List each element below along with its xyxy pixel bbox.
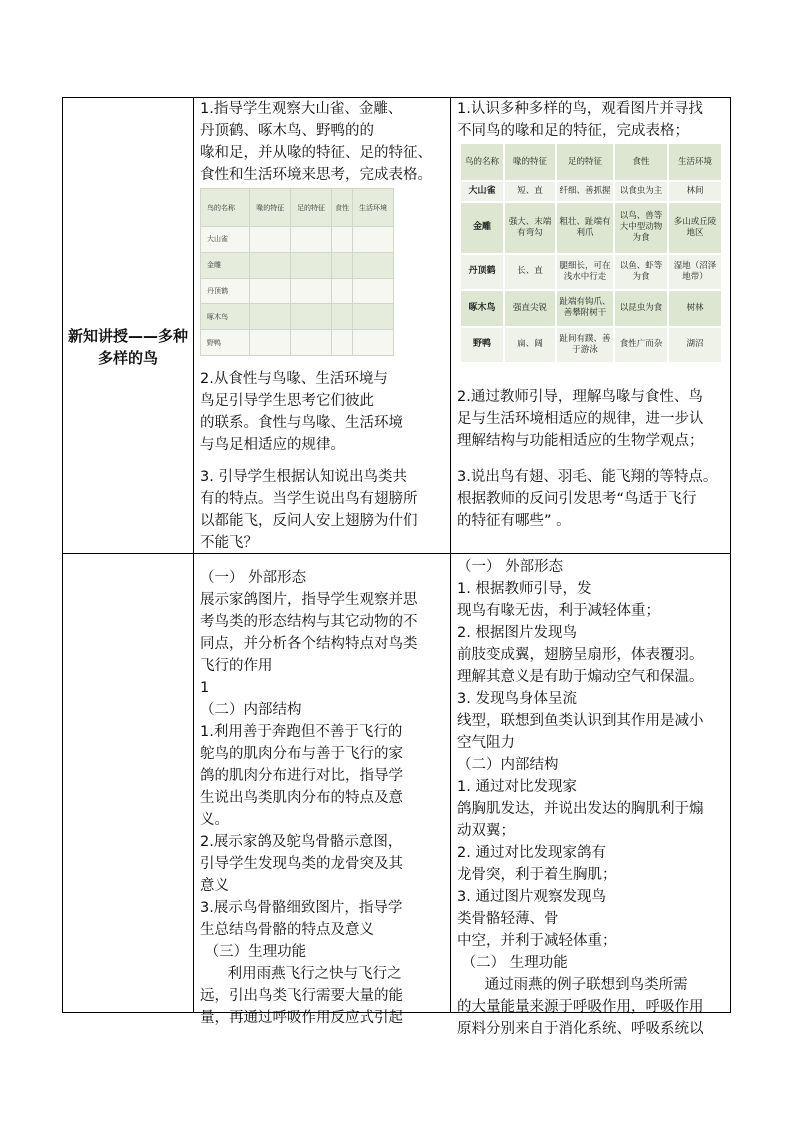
table-cell: 野鸭 — [460, 327, 504, 363]
section-title — [66, 325, 190, 369]
text-line: 2.通过教师引导，理解鸟喙与食性、鸟 — [457, 389, 703, 405]
table-cell: 湖沼 — [668, 327, 722, 363]
text-line: 通过雨燕的例子联想到鸟类所需 — [457, 977, 688, 993]
text-line: 鸵鸟的肌肉分布与善于飞行的家 — [200, 746, 403, 762]
table-header-cell: 足的特征 — [556, 143, 614, 181]
column-divider-1 — [193, 97, 194, 1013]
table-cell: 以食虫为主 — [614, 181, 668, 202]
text-line: （三）生理功能 — [200, 944, 307, 960]
text-line: （一） 外部形态 — [200, 570, 307, 586]
student-activity-2 — [457, 386, 729, 452]
text-line: 的大量能量来源于呼吸作用，呼吸作用 — [457, 999, 704, 1015]
table-header-cell: 食性 — [614, 143, 668, 181]
text-line: （二）内部结构 — [200, 702, 302, 718]
text-line: 足与生活环境相适应的规律，进一步认 — [457, 411, 704, 427]
table-header-cell: 食性 — [331, 189, 352, 227]
table-header-cell: 足的特征 — [291, 189, 332, 227]
table-cell: 以鱼、虾等为食 — [614, 254, 668, 290]
table-cell: 啄木鸟 — [460, 290, 504, 326]
text-line: 引导学生发现鸟类的龙骨突及其 — [200, 856, 403, 872]
student-activity-4 — [457, 556, 729, 1040]
table-cell: 粗壮、趾端有利爪 — [556, 202, 614, 254]
text-line: 考鸟类的形态结构与其它动物的不 — [200, 614, 418, 630]
text-line: 丹顶鹤、啄木鸟、野鸭的的 — [200, 123, 374, 139]
table-header-cell: 鸟的名称 — [460, 143, 504, 181]
text-line: 的特征有哪些” 。 — [457, 513, 571, 529]
table-row — [460, 290, 722, 326]
text-line: 理解其意义是有助于煽动空气和保温。 — [457, 669, 704, 685]
text-line: 1.指导学生观察大山雀、金雕、 — [200, 101, 403, 117]
table-row — [460, 254, 722, 290]
text-line: 展示家鸽图片，指导学生观察并思 — [200, 592, 418, 608]
text-line: 根据教师的反问引发思考“鸟适于飞行 — [457, 491, 697, 507]
table-header-cell: 喙的特征 — [250, 189, 291, 227]
text-line: 远，引出鸟类飞行需要大量的能 — [200, 988, 403, 1004]
text-line: 的联系。食性与鸟喙、生活环境 — [200, 415, 403, 431]
text-line: 以都能飞，反问人安上翅膀为什们 — [200, 513, 418, 529]
text-line: 线型，联想到鱼类认识到其作用是减小 — [457, 713, 704, 729]
text-line: 动双翼； — [457, 823, 515, 839]
text-line: 原料分别来自于消化系统、呼吸系统以 — [457, 1021, 704, 1037]
table-cell: 金雕 — [460, 202, 504, 254]
table-cell: 长、直 — [504, 254, 556, 290]
table-cell: 强大、末端有弯勾 — [504, 202, 556, 254]
table-cell: 趾间有蹼、善于游泳 — [556, 327, 614, 363]
table-cell: 树林 — [668, 290, 722, 326]
text-line: 1. 根据教师引导，发 — [457, 581, 592, 597]
text-line: 不能飞？ — [200, 535, 258, 551]
text-line: 量，再通过呼吸作用反应式引起 — [200, 1010, 403, 1026]
teacher-activity-4 — [200, 567, 448, 1029]
table-row-label: 金雕 — [201, 252, 250, 278]
table-cell: 多山或丘陵地区 — [668, 202, 722, 254]
table-header-cell: 鸟的名称 — [201, 189, 250, 227]
student-activity-3 — [457, 466, 729, 532]
table-header-cell: 生活环境 — [353, 189, 394, 227]
text-line: 3.展示鸟骨骼细致图片，指导学 — [200, 900, 403, 916]
teacher-activity-3 — [200, 466, 448, 554]
text-line: 鸟足引导学生思考它们彼此 — [200, 393, 374, 409]
text-line: 2. 根据图片发现鸟 — [457, 625, 577, 641]
table-row-label: 啄木鸟 — [201, 304, 250, 330]
table-cell: 湿地（沼泽地带） — [668, 254, 722, 290]
text-line: 3. 发现鸟身体呈流 — [457, 691, 577, 707]
table-row — [460, 202, 722, 254]
table-cell: 林间 — [668, 181, 722, 202]
text-line: 意义 — [200, 878, 229, 894]
text-line: 生总结鸟骨骼的特点及意义 — [200, 922, 374, 938]
table-cell: 以鸟、兽等大中型动物为食 — [614, 202, 668, 254]
text-line: 3.说出鸟有翅、羽毛、能飞翔的等特点。 — [457, 469, 718, 485]
text-line: 3. 通过图片观察发现鸟 — [457, 889, 606, 905]
text-line: 空气阻力 — [457, 735, 515, 751]
text-line: 1.认识多种多样的鸟，观看图片并寻找 — [457, 101, 703, 117]
text-line: 前肢变成翼，翅膀呈扇形，体表覆羽。 — [457, 647, 704, 663]
text-line: 1 — [200, 680, 210, 696]
text-line: 生说出鸟类肌肉分布的特点及意 — [200, 790, 403, 806]
blank-bird-table — [200, 188, 394, 356]
section-title-text: 新知讲授——多种多样的鸟 — [67, 327, 188, 367]
text-line: 利用雨燕飞行之快与飞行之 — [200, 966, 402, 982]
table-cell: 丹顶鹤 — [460, 254, 504, 290]
text-line: 鸽胸肌发达，并说出发达的胸肌利于煽 — [457, 801, 704, 817]
text-line: 中空，并利于减轻体重； — [457, 933, 617, 949]
table-cell: 趾端有钩爪、善攀附树干 — [556, 290, 614, 326]
text-line: 理解结构与功能相适应的生物学观点； — [457, 433, 704, 449]
text-line: 1. 通过对比发现家 — [457, 779, 577, 795]
text-line: 龙骨突，利于着生胸肌； — [457, 867, 617, 883]
table-row — [460, 327, 722, 363]
table-cell: 食性广而杂 — [614, 327, 668, 363]
text-line: （二） 生理功能 — [457, 955, 568, 971]
text-line: （一） 外部形态 — [457, 559, 564, 575]
text-line: 同点，并分析各个结构特点对鸟类 — [200, 636, 418, 652]
text-line: 食性和生活环境来思考，完成表格。 — [200, 167, 432, 183]
table-cell: 强直尖锐 — [504, 290, 556, 326]
text-line: 1.利用善于奔跑但不善于飞行的 — [200, 724, 403, 740]
text-line: 类骨骼轻薄、骨 — [457, 911, 559, 927]
column-divider-2 — [450, 97, 451, 1013]
table-row-label: 野鸭 — [201, 330, 250, 356]
text-line: 鸽的肌肉分布进行对比，指导学 — [200, 768, 403, 784]
teacher-activity-1 — [200, 98, 448, 186]
text-line: 2.展示家鸽及鸵鸟骨骼示意图， — [200, 834, 403, 850]
text-line: 现鸟有喙无齿，利于减轻体重； — [457, 603, 660, 619]
text-line: 喙和足，并从喙的特征、足的特征、 — [200, 145, 432, 161]
filled-bird-table — [459, 142, 723, 364]
student-activity-1 — [457, 98, 729, 142]
table-header-cell: 喙的特征 — [504, 143, 556, 181]
table-cell: 腿细长，可在浅水中行走 — [556, 254, 614, 290]
table-cell: 纤细、善抓握 — [556, 181, 614, 202]
table-row-label: 丹顶鹤 — [201, 278, 250, 304]
text-line: 义。 — [200, 812, 229, 828]
table-row-label: 大山雀 — [201, 227, 250, 253]
text-line: 与鸟足相适应的规律。 — [200, 437, 345, 453]
table-cell: 短、直 — [504, 181, 556, 202]
table-cell: 扁、阔 — [504, 327, 556, 363]
text-line: 不同鸟的喙和足的特征，完成表格； — [457, 123, 689, 139]
table-cell: 大山雀 — [460, 181, 504, 202]
text-line: 2. 通过对比发现家鸽有 — [457, 845, 606, 861]
teacher-activity-2 — [200, 368, 448, 456]
text-line: 3. 引导学生根据认知说出鸟类共 — [200, 469, 407, 485]
text-line: 飞行的作用 — [200, 658, 273, 674]
text-line: 2.从食性与鸟喙、生活环境与 — [200, 371, 388, 387]
text-line: 有的特点。当学生说出鸟有翅膀所 — [200, 491, 418, 507]
table-cell: 以昆虫为食 — [614, 290, 668, 326]
table-header-cell: 生活环境 — [668, 143, 722, 181]
text-line: （二）内部结构 — [457, 757, 559, 773]
table-row — [460, 181, 722, 202]
